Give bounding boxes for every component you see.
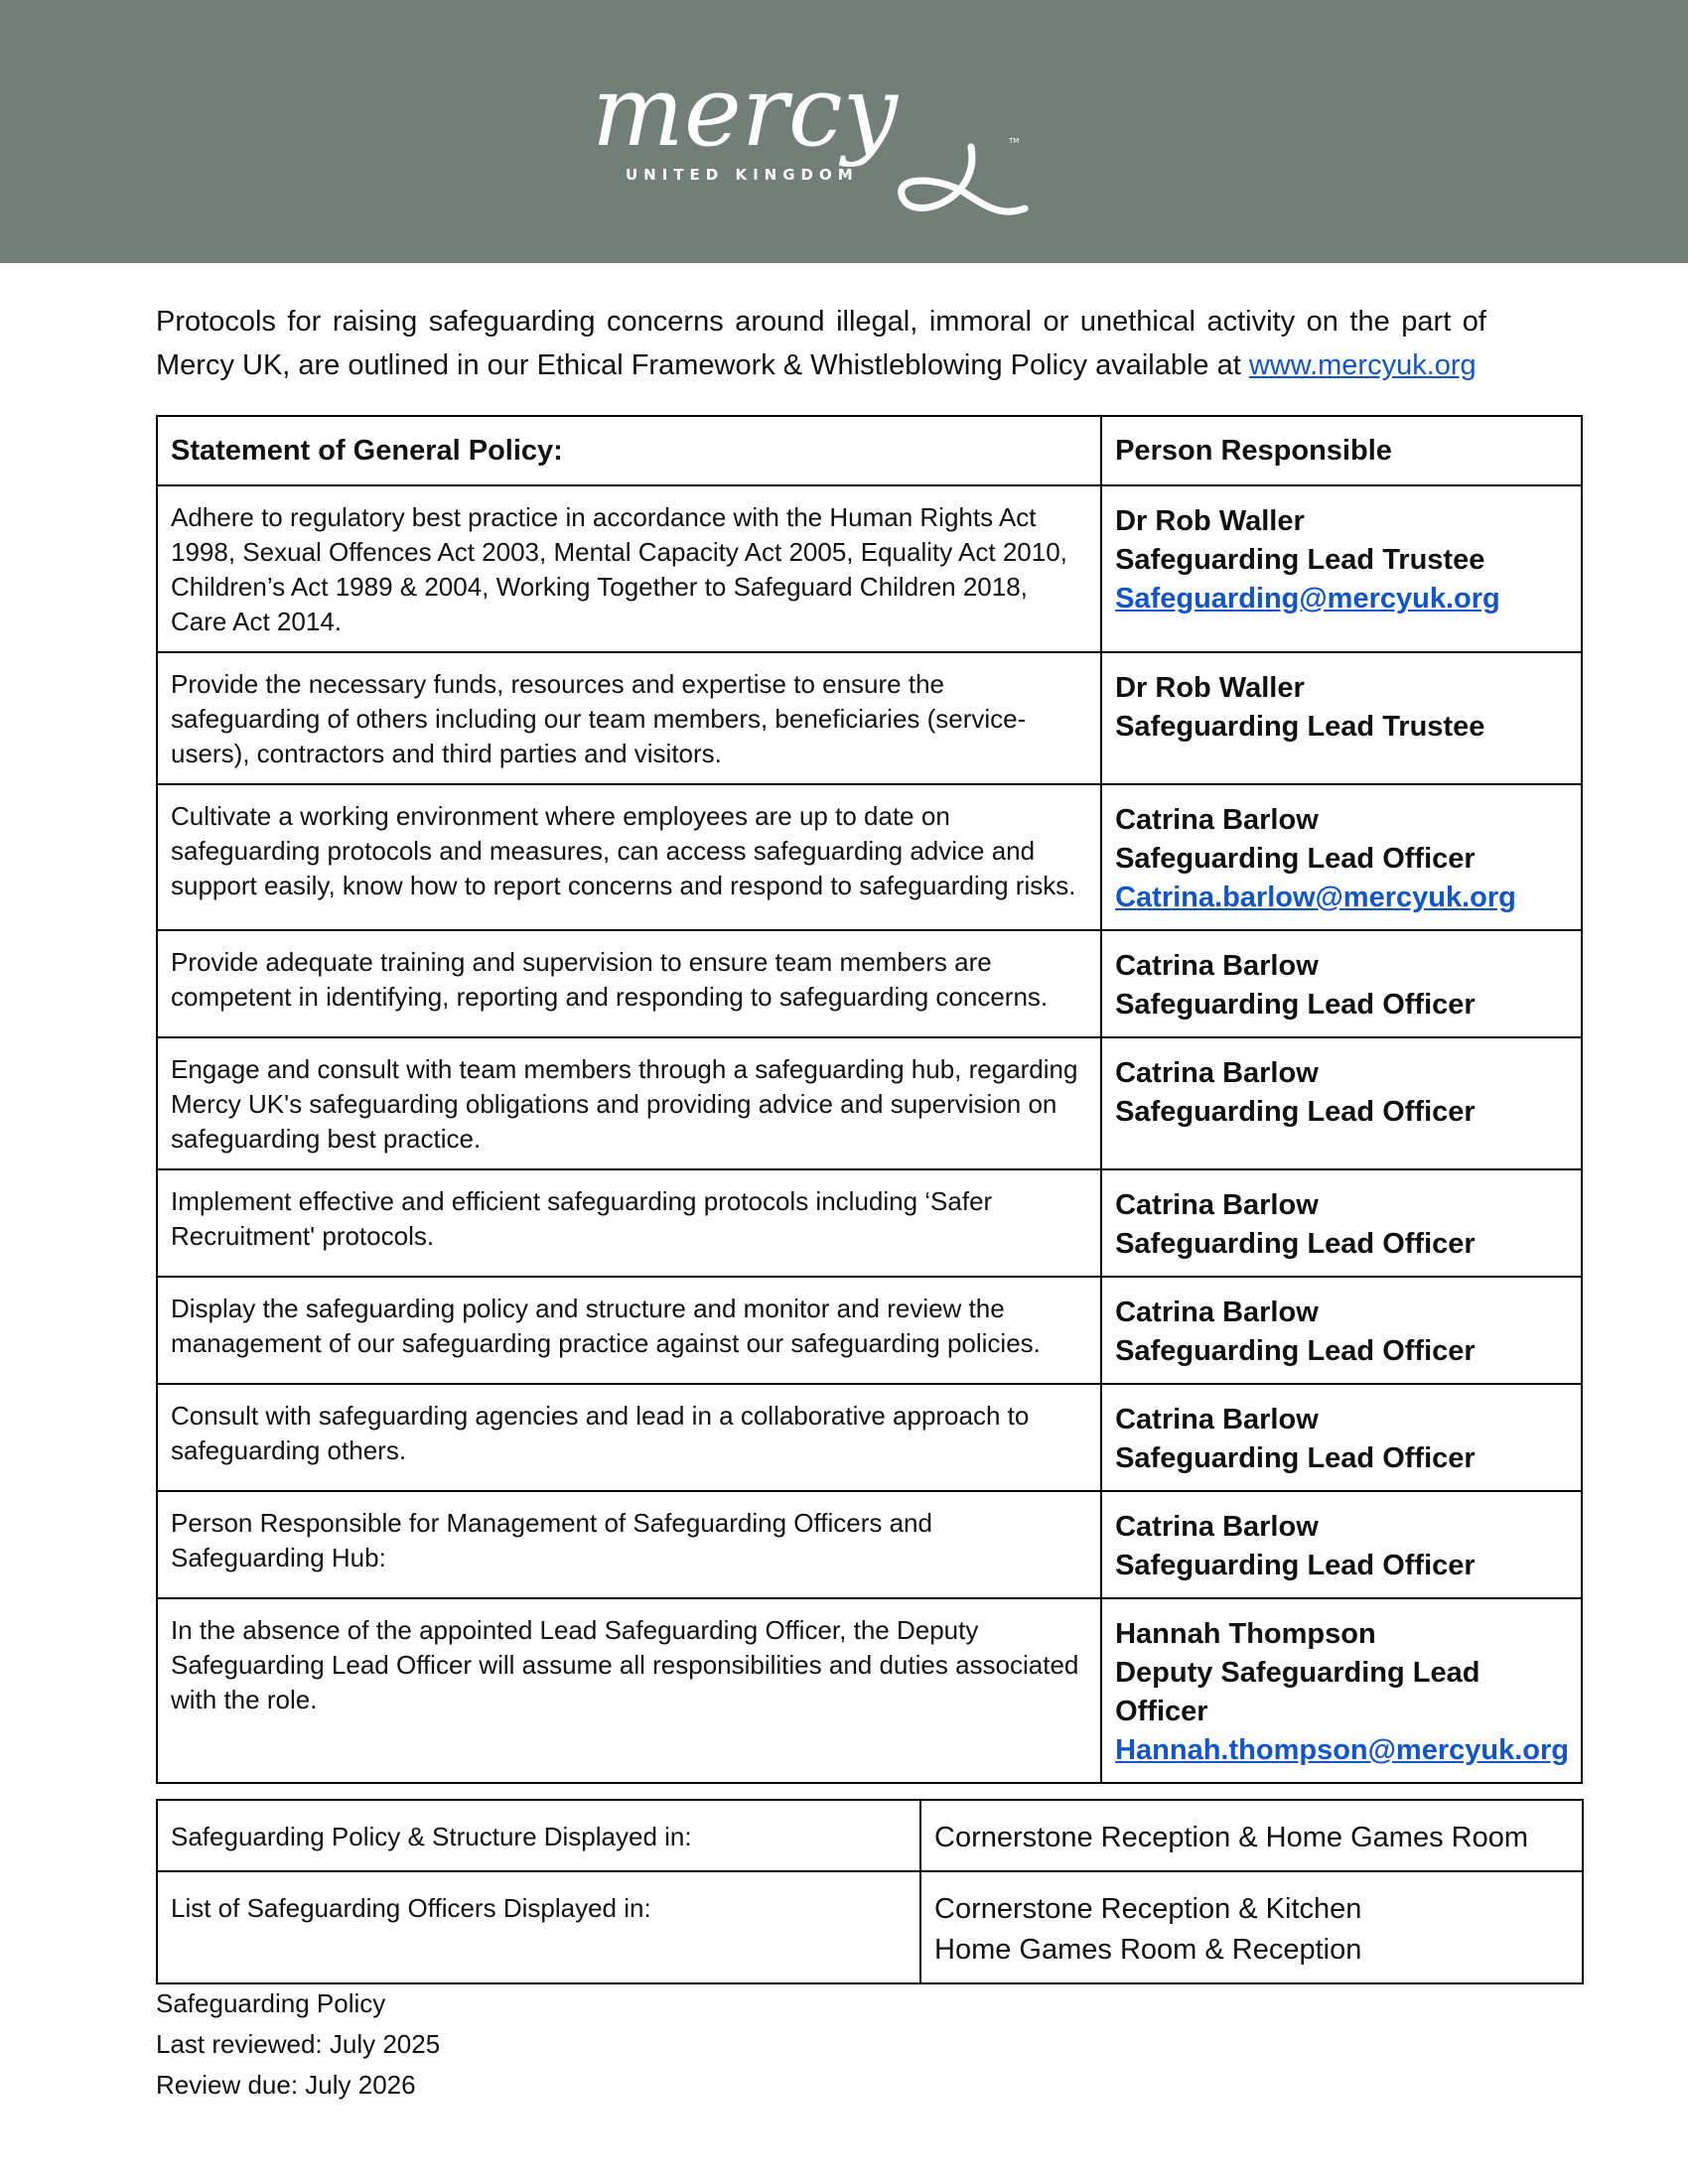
display-locations <box>920 1871 1583 1983</box>
policy-statement: Provide adequate training and supervision to ensure team members are competent in identifying, reporting and responding to safeguarding concerns. <box>157 930 1101 1037</box>
policy-row <box>157 930 1582 1037</box>
person-name: Dr Rob Waller <box>1115 505 1305 537</box>
person-responsible-cell <box>1101 1037 1582 1169</box>
person-name: Dr Rob Waller <box>1115 672 1305 704</box>
display-locations-table <box>156 1799 1584 1984</box>
policy-row <box>157 1491 1582 1598</box>
policy-statement: Provide the necessary funds, resources and expertise to ensure the safeguarding of others including our team members, beneficiaries (service-users), contractors and third parties and visitors. <box>157 652 1101 784</box>
policy-row <box>157 1384 1582 1491</box>
person-name: Hannah Thompson <box>1115 1618 1376 1650</box>
display-label: List of Safeguarding Officers Displayed in: <box>157 1871 920 1983</box>
display-label: Safeguarding Policy & Structure Displayed in: <box>157 1800 920 1871</box>
policy-statement: Cultivate a working environment where employees are up to date on safeguarding protocols and measures, can access safeguarding advice and support easily, know how to report concerns and respond to safeguarding risks. <box>157 784 1101 930</box>
policy-statement: Implement effective and efficient safeguarding protocols including ‘Safer Recruitment' protocols. <box>157 1169 1101 1277</box>
person-email-link[interactable]: Hannah.thompson@mercyuk.org <box>1115 1734 1569 1766</box>
display-location: Cornerstone Reception & Kitchen <box>934 1893 1362 1925</box>
person-role: Safeguarding Lead Officer <box>1115 843 1476 875</box>
intro-paragraph <box>156 300 1486 387</box>
logo-subtitle: UNITED KINGDOM <box>626 166 859 184</box>
policy-row <box>157 784 1582 930</box>
person-role: Safeguarding Lead Trustee <box>1115 711 1485 743</box>
person-name: Catrina Barlow <box>1115 804 1319 836</box>
footer-last-reviewed: Last reviewed: July 2025 <box>156 2029 441 2059</box>
policy-row <box>157 1037 1582 1169</box>
person-name: Catrina Barlow <box>1115 1297 1319 1328</box>
person-name: Catrina Barlow <box>1115 950 1319 982</box>
display-location: Cornerstone Reception & Home Games Room <box>934 1822 1528 1853</box>
display-location: Home Games Room & Reception <box>934 1934 1362 1966</box>
person-name: Catrina Barlow <box>1115 1511 1319 1543</box>
person-role: Safeguarding Lead Officer <box>1115 1335 1476 1367</box>
person-responsible-cell <box>1101 930 1582 1037</box>
mercy-logo <box>592 64 1049 232</box>
policy-statement: Engage and consult with team members through a safeguarding hub, regarding Mercy UK's safeguarding obligations and providing advice and supervision on safeguarding best practice. <box>157 1037 1101 1169</box>
person-role: Deputy Safeguarding Lead Officer <box>1115 1657 1480 1727</box>
footer <box>156 1983 440 2106</box>
footer-review-due: Review due: July 2026 <box>156 2070 416 2100</box>
policy-statement: Display the safeguarding policy and structure and monitor and review the management of our safeguarding practice against our safeguarding policies. <box>157 1277 1101 1384</box>
person-responsible-cell <box>1101 1598 1582 1783</box>
person-responsible-cell <box>1101 1169 1582 1277</box>
person-responsible-cell <box>1101 652 1582 784</box>
person-role: Safeguarding Lead Trustee <box>1115 544 1485 576</box>
person-name: Catrina Barlow <box>1115 1057 1319 1089</box>
intro-text: Protocols for raising safeguarding concerns around illegal, immoral or unethical activity on the part of Mercy UK, are outlined in our Ethical Framework & Whistleblowing Policy available at <box>156 306 1486 381</box>
person-role: Safeguarding Lead Officer <box>1115 1442 1476 1474</box>
person-role: Safeguarding Lead Officer <box>1115 1228 1476 1260</box>
person-email-link[interactable]: Catrina.barlow@mercyuk.org <box>1115 882 1516 913</box>
person-responsible-cell <box>1101 1491 1582 1598</box>
policy-statement: In the absence of the appointed Lead Safeguarding Officer, the Deputy Safeguarding Lead Officer will assume all responsibilities and duties associated with the role. <box>157 1598 1101 1783</box>
logo-swash <box>902 147 1025 211</box>
footer-policy-name: Safeguarding Policy <box>156 1988 386 2018</box>
display-row <box>157 1800 1583 1871</box>
policy-row <box>157 1598 1582 1783</box>
policy-row <box>157 1277 1582 1384</box>
person-email-link[interactable]: Safeguarding@mercyuk.org <box>1115 583 1500 614</box>
person-responsible-cell <box>1101 784 1582 930</box>
person-name: Catrina Barlow <box>1115 1404 1319 1435</box>
policy-row <box>157 1169 1582 1277</box>
person-role: Safeguarding Lead Officer <box>1115 989 1476 1021</box>
policy-statement: Person Responsible for Management of Safeguarding Officers and Safeguarding Hub: <box>157 1491 1101 1598</box>
logo-trademark: TM <box>1009 137 1020 145</box>
display-row <box>157 1871 1583 1983</box>
person-responsible-cell <box>1101 1277 1582 1384</box>
header-banner <box>0 0 1688 263</box>
person-role: Safeguarding Lead Officer <box>1115 1096 1476 1128</box>
policy-row <box>157 485 1582 652</box>
person-responsible-cell <box>1101 485 1582 652</box>
logo-wordmark: mercy <box>592 64 899 169</box>
header-person-responsible: Person Responsible <box>1101 416 1582 485</box>
header-statement: Statement of General Policy: <box>157 416 1101 485</box>
person-role: Safeguarding Lead Officer <box>1115 1550 1476 1581</box>
policy-table <box>156 415 1583 1784</box>
display-locations <box>920 1800 1583 1871</box>
policy-table-header <box>157 416 1582 485</box>
website-link[interactable]: www.mercyuk.org <box>1248 349 1477 381</box>
person-responsible-cell <box>1101 1384 1582 1491</box>
policy-statement: Adhere to regulatory best practice in accordance with the Human Rights Act 1998, Sexual Offences Act 2003, Mental Capacity Act 2005, Equality Act 2010, Children’s Act 1989 & 2004, Working Together to Safeguard Children 2018, Care Act 2014. <box>157 485 1101 652</box>
policy-row <box>157 652 1582 784</box>
policy-statement: Consult with safeguarding agencies and lead in a collaborative approach to safeguarding others. <box>157 1384 1101 1491</box>
person-name: Catrina Barlow <box>1115 1189 1319 1221</box>
